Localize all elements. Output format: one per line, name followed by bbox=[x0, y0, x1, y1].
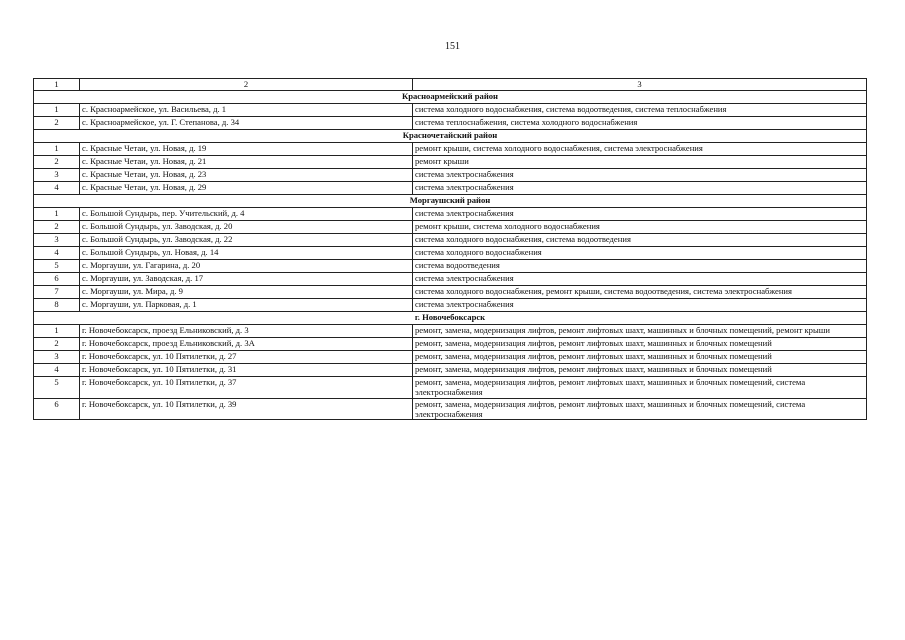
row-address: с. Красноармейское, ул. Васильева, д. 1 bbox=[80, 104, 413, 117]
region-title: Моргаушский район bbox=[34, 195, 867, 208]
row-work-types: система теплоснабжения, система холодного водоснабжения bbox=[413, 117, 867, 130]
table-row bbox=[34, 364, 867, 377]
row-work-types: система электроснабжения bbox=[413, 299, 867, 312]
table-row bbox=[34, 182, 867, 195]
row-number: 1 bbox=[34, 143, 80, 156]
region-header-row bbox=[34, 91, 867, 104]
header-col-1: 1 bbox=[34, 79, 80, 91]
row-work-types: система холодного водоснабжения, система водоотведения, система теплоснабжения bbox=[413, 104, 867, 117]
row-number: 1 bbox=[34, 208, 80, 221]
row-work-types: ремонт, замена, модернизация лифтов, ремонт лифтовых шахт, машинных и блочных помещений, ремонт крыши bbox=[413, 325, 867, 338]
row-work-types: система холодного водоснабжения, система водоотведения bbox=[413, 234, 867, 247]
row-address: с. Моргауши, ул. Гагарина, д. 20 bbox=[80, 260, 413, 273]
row-address: с. Красные Четаи, ул. Новая, д. 21 bbox=[80, 156, 413, 169]
row-work-types: система электроснабжения bbox=[413, 169, 867, 182]
row-address: с. Большой Сундырь, пер. Учительский, д. 4 bbox=[80, 208, 413, 221]
row-address: с. Моргауши, ул. Парковая, д. 1 bbox=[80, 299, 413, 312]
row-address: с. Большой Сундырь, ул. Заводская, д. 20 bbox=[80, 221, 413, 234]
row-address: с. Красноармейское, ул. Г. Степанова, д. 34 bbox=[80, 117, 413, 130]
table-row bbox=[34, 398, 867, 420]
table-row bbox=[34, 221, 867, 234]
row-number: 3 bbox=[34, 234, 80, 247]
table-row bbox=[34, 169, 867, 182]
region-title: Красноармейский район bbox=[34, 91, 867, 104]
row-number: 7 bbox=[34, 286, 80, 299]
row-number: 2 bbox=[34, 117, 80, 130]
row-work-types: ремонт, замена, модернизация лифтов, ремонт лифтовых шахт, машинных и блочных помещений bbox=[413, 338, 867, 351]
row-work-types: система электроснабжения bbox=[413, 273, 867, 286]
row-address: с. Большой Сундырь, ул. Новая, д. 14 bbox=[80, 247, 413, 260]
row-work-types: ремонт, замена, модернизация лифтов, ремонт лифтовых шахт, машинных и блочных помещений, система электроснабжения bbox=[413, 398, 867, 420]
row-address: г. Новочебоксарск, ул. 10 Пятилетки, д. 31 bbox=[80, 364, 413, 377]
row-number: 3 bbox=[34, 169, 80, 182]
row-work-types: ремонт, замена, модернизация лифтов, ремонт лифтовых шахт, машинных и блочных помещений, система электроснабжения bbox=[413, 377, 867, 399]
page-number: 151 bbox=[445, 41, 460, 52]
row-work-types: система электроснабжения bbox=[413, 208, 867, 221]
row-work-types: ремонт крыши, система холодного водоснабжения bbox=[413, 221, 867, 234]
table-row bbox=[34, 286, 867, 299]
row-number: 4 bbox=[34, 364, 80, 377]
row-number: 2 bbox=[34, 221, 80, 234]
header-col-3: 3 bbox=[413, 79, 867, 91]
row-address: г. Новочебоксарск, проезд Ельниковский, д. 3А bbox=[80, 338, 413, 351]
row-work-types: ремонт, замена, модернизация лифтов, ремонт лифтовых шахт, машинных и блочных помещений bbox=[413, 351, 867, 364]
row-work-types: система холодного водоснабжения bbox=[413, 247, 867, 260]
table-row bbox=[34, 208, 867, 221]
row-number: 1 bbox=[34, 325, 80, 338]
region-header-row bbox=[34, 195, 867, 208]
table-row bbox=[34, 260, 867, 273]
region-header-row bbox=[34, 130, 867, 143]
region-title: Красночетайский район bbox=[34, 130, 867, 143]
row-address: с. Моргауши, ул. Мира, д. 9 bbox=[80, 286, 413, 299]
row-number: 1 bbox=[34, 104, 80, 117]
row-number: 5 bbox=[34, 260, 80, 273]
table-row bbox=[34, 299, 867, 312]
row-number: 6 bbox=[34, 273, 80, 286]
table-row bbox=[34, 338, 867, 351]
row-number: 4 bbox=[34, 182, 80, 195]
table-row bbox=[34, 377, 867, 399]
row-address: с. Красные Четаи, ул. Новая, д. 19 bbox=[80, 143, 413, 156]
row-address: г. Новочебоксарск, ул. 10 Пятилетки, д. 27 bbox=[80, 351, 413, 364]
region-header-row bbox=[34, 312, 867, 325]
table-row bbox=[34, 156, 867, 169]
table-row bbox=[34, 117, 867, 130]
row-work-types: ремонт крыши, система холодного водоснабжения, система электроснабжения bbox=[413, 143, 867, 156]
region-title: г. Новочебоксарск bbox=[34, 312, 867, 325]
row-number: 4 bbox=[34, 247, 80, 260]
row-address: с. Красные Четаи, ул. Новая, д. 23 bbox=[80, 169, 413, 182]
table-row bbox=[34, 234, 867, 247]
row-address: с. Большой Сундырь, ул. Заводская, д. 22 bbox=[80, 234, 413, 247]
row-address: г. Новочебоксарск, ул. 10 Пятилетки, д. 37 bbox=[80, 377, 413, 399]
repair-program-table bbox=[33, 78, 867, 420]
table-row bbox=[34, 247, 867, 260]
row-number: 3 bbox=[34, 351, 80, 364]
row-work-types: система водоотведения bbox=[413, 260, 867, 273]
row-number: 5 bbox=[34, 377, 80, 399]
row-work-types: ремонт, замена, модернизация лифтов, ремонт лифтовых шахт, машинных и блочных помещений bbox=[413, 364, 867, 377]
row-number: 2 bbox=[34, 156, 80, 169]
table-row bbox=[34, 351, 867, 364]
table-row bbox=[34, 325, 867, 338]
row-address: с. Красные Четаи, ул. Новая, д. 29 bbox=[80, 182, 413, 195]
table-row bbox=[34, 143, 867, 156]
row-work-types: ремонт крыши bbox=[413, 156, 867, 169]
table-row bbox=[34, 273, 867, 286]
row-number: 6 bbox=[34, 398, 80, 420]
row-work-types: система электроснабжения bbox=[413, 182, 867, 195]
row-address: г. Новочебоксарск, проезд Ельниковский, д. 3 bbox=[80, 325, 413, 338]
row-work-types: система холодного водоснабжения, ремонт крыши, система водоотведения, система электроснабжения bbox=[413, 286, 867, 299]
table-body bbox=[34, 79, 867, 420]
row-number: 8 bbox=[34, 299, 80, 312]
row-number: 2 bbox=[34, 338, 80, 351]
row-address: г. Новочебоксарск, ул. 10 Пятилетки, д. 39 bbox=[80, 398, 413, 420]
table-row bbox=[34, 104, 867, 117]
table-header-row bbox=[34, 79, 867, 91]
header-col-2: 2 bbox=[80, 79, 413, 91]
row-address: с. Моргауши, ул. Заводская, д. 17 bbox=[80, 273, 413, 286]
